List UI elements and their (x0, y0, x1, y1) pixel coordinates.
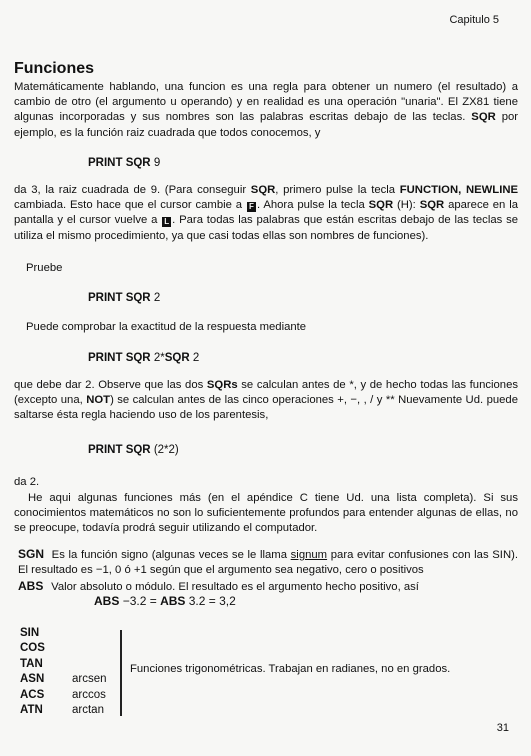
keyword-function: FUNCTION, (399, 184, 462, 196)
paragraph-precedence (14, 378, 518, 424)
intro-text: Matemáticamente hablando, una funcion es una regla para obtener un numero (el resultado) a cambio de otro (el argumento u operando) y en realidad es una operación "unaria". El ZX81 tiene algunas incorporadas y sus nombres son las palabras escritas debajo de las teclas. (14, 81, 518, 124)
function-alias: arccos (72, 688, 106, 701)
list-item (20, 657, 107, 672)
function-name: COS (20, 642, 45, 655)
function-name: ACS (20, 688, 45, 701)
keyword-newline: NEWLINE (465, 184, 519, 196)
text: que debe dar 2. Observe que las dos (14, 379, 204, 391)
cursor-l-icon: L (162, 217, 171, 227)
text: (H): (397, 199, 416, 212)
code-keyword: PRINT SQR (88, 444, 151, 456)
list-item (20, 703, 107, 718)
paragraph-intro (14, 80, 518, 141)
list-item (20, 626, 107, 641)
text: He aqui algunas funciones más (en el apéndice C tiene Ud. una lista completa). Si sus conocimientos matemáticos no son lo suficientemente profundos para entender algunas de ellas, no se preocupe, todavía prodrá seguir utilizando el computador. (14, 492, 518, 535)
sgn-entry (18, 547, 518, 578)
cursor-f-icon: F (247, 202, 256, 212)
paragraph-function-key (14, 183, 518, 244)
code-keyword: SQR (164, 352, 190, 364)
code-arg: 9 (153, 157, 161, 169)
code-keyword: PRINT SQR (88, 352, 151, 364)
intro-tail: por ejemplo, es la función raiz cuadrada que todos conocemos, y (14, 111, 519, 139)
text: . Para todas las palabras que están escritas debajo de las teclas se utiliza el mismo procedimiento, ya que casi todas ellas son nombres de funciones). (14, 214, 519, 242)
text: da 3, la raiz cuadrada de 9. (Para conseguir (14, 184, 247, 196)
result-text: da 2. (14, 476, 40, 488)
paragraph-check: Puede comprobar la exactitud de la respuesta mediante (26, 321, 307, 333)
keyword-sqr: SQR (471, 111, 496, 124)
function-name: ATN (20, 704, 43, 717)
code-arg: 2 (153, 292, 161, 304)
function-alias: arctan (72, 704, 104, 717)
page-number: 31 (496, 722, 509, 734)
text: Es la función signo (algunas veces se le llama (51, 549, 287, 561)
code-line-4 (88, 444, 179, 456)
keyword-sqr: SQR (368, 199, 394, 212)
code-keyword: PRINT SQR (88, 292, 151, 304)
signum-word: signum (290, 549, 328, 561)
keyword-sqr: SQR (250, 184, 276, 196)
trig-function-list (20, 626, 107, 718)
function-name: SGN (18, 547, 45, 561)
text: Valor absoluto o módulo. El resultado es el argumento hecho positivo, así (51, 581, 419, 593)
section-title: Funciones (14, 60, 95, 77)
code-keyword: ABS (160, 594, 186, 608)
keyword-not: NOT (86, 394, 111, 407)
pruebe-text: Pruebe (26, 262, 63, 274)
text: se calculan antes de *, y de hecho todas las funciones (excepto una, (14, 379, 519, 407)
code-line-1 (88, 157, 160, 169)
function-alias: arcsen (72, 673, 107, 686)
function-name: ABS (18, 579, 44, 593)
text: cambiada. Esto hace que el cursor cambie a (14, 199, 243, 212)
text: , primero pulse la tecla (275, 184, 396, 196)
text: 3.2 = 3,2 (188, 594, 236, 608)
keyword-sqr: SQR (419, 199, 445, 212)
text: aparece en la pantalla y el cursor vuelve a (14, 199, 518, 227)
code-mid: 2* (153, 352, 165, 364)
bracket-divider (120, 630, 122, 716)
code-line-2 (88, 292, 160, 304)
text: ) se calculan antes de las cinco operaciones +, −, , / y ** Nuevamente Ud. puede saltarse ésta regla haciendo uso de los parentesis, (14, 394, 518, 422)
list-item (20, 641, 107, 656)
abs-example (94, 594, 236, 609)
text: para evitar confusiones con las SIN). El resultado es −1, 0 ó +1 según que el argumento sea negativo, cero o positivos (18, 549, 518, 576)
code-keyword: ABS (94, 594, 120, 608)
code-arg: 2 (192, 352, 200, 364)
paragraph-more-functions (14, 491, 518, 537)
function-name: TAN (20, 657, 43, 670)
text: −3.2 = (122, 594, 157, 608)
keyword-sqrs: SQRs (206, 379, 238, 391)
code-arg: (2*2) (153, 444, 179, 456)
function-name: ASN (20, 673, 45, 686)
code-keyword: PRINT SQR (88, 157, 151, 169)
function-name: SIN (20, 627, 40, 639)
list-item (20, 688, 107, 703)
abs-entry (18, 579, 419, 595)
list-item (20, 672, 107, 687)
chapter-header: Capitulo 5 (449, 14, 499, 26)
code-line-3 (88, 352, 199, 364)
text: . Ahora pulse la tecla (256, 199, 365, 212)
trig-description: Funciones trigonométricas. Trabajan en radianes, no en grados. (130, 663, 451, 675)
